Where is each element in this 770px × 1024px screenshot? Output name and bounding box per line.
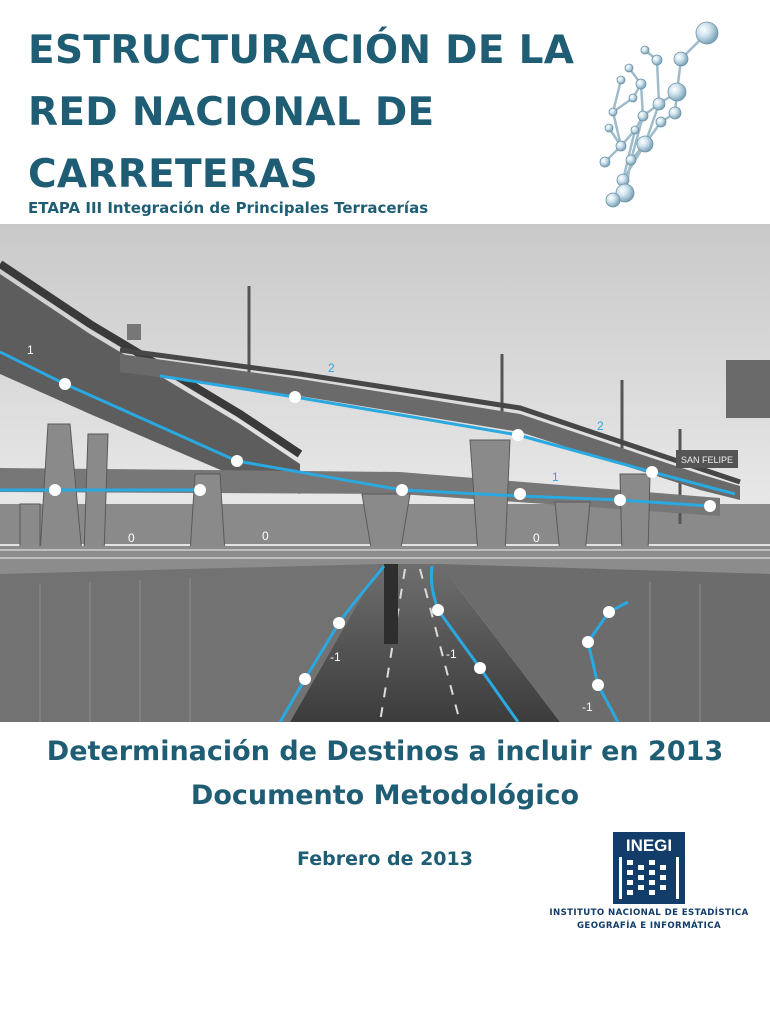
level-label: -1: [582, 700, 593, 714]
document-type: Documento Metodológico: [190, 780, 580, 811]
inegi-logo: [613, 832, 685, 904]
level-label: -1: [446, 647, 457, 661]
stage-subtitle: ETAPA III Integración de Principales Terracerías: [28, 199, 429, 217]
institution-name-line-2: GEOGRAFÍA E INFORMÁTICA: [576, 921, 722, 931]
title-line-2: RED NACIONAL DE: [28, 90, 435, 135]
highway-interchange-photo: [0, 224, 770, 722]
level-label: 0: [533, 531, 540, 545]
institution-name-line-1: INSTITUTO NACIONAL DE ESTADÍSTICA: [549, 908, 749, 918]
title-line-3: CARRETERAS: [28, 152, 319, 197]
level-label: -1: [330, 650, 341, 664]
title-line-1: ESTRUCTURACIÓN DE LA: [28, 28, 575, 73]
inegi-logo-text: INEGI: [625, 836, 673, 855]
document-title: Determinación de Destinos a incluir en 2013: [46, 736, 724, 767]
level-label: 1: [552, 470, 559, 484]
level-label: 2: [328, 361, 335, 375]
molecule-icon: [585, 10, 770, 210]
level-label: 0: [262, 529, 269, 543]
level-label: 1: [27, 343, 34, 357]
report-title: [28, 20, 588, 206]
road-sign-text: SAN FELIPE: [680, 455, 734, 465]
level-label: 2: [597, 419, 604, 433]
level-label: 0: [128, 531, 135, 545]
publication-date: Febrero de 2013: [297, 848, 473, 870]
